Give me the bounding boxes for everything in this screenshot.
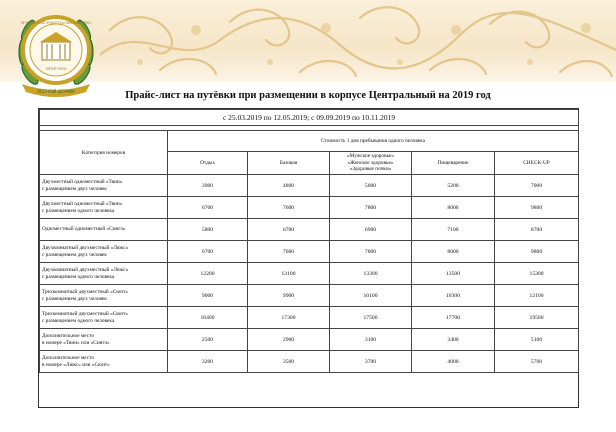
- price-cell: 19500: [495, 307, 579, 329]
- room-category: Трехкомнатный двухместный «Сюит» с размещением одного человека: [40, 307, 168, 329]
- table-row: [40, 175, 579, 197]
- price-cell: 7600: [248, 197, 330, 219]
- table-row: [40, 307, 579, 329]
- cost-header: Стоимость 1 дня пребывания одного человека: [168, 131, 579, 152]
- price-cell: 12100: [495, 285, 579, 307]
- price-cell: 7800: [330, 241, 412, 263]
- room-category: Двухместный одноместный «Твин» с размещением двух человек: [40, 175, 168, 197]
- room-category: Дополнительное место в номере «Твин» или «Сингл»: [40, 329, 168, 351]
- price-cell: 6700: [168, 197, 248, 219]
- room-category: Одноместный одноместный «Сингл»: [40, 219, 168, 241]
- price-cell: 9800: [495, 241, 579, 263]
- price-cell: 10100: [330, 285, 412, 307]
- floral-ornament: [100, 0, 616, 82]
- price-table-frame: [38, 108, 579, 408]
- price-table: [39, 109, 579, 373]
- price-rows: [40, 175, 579, 373]
- price-cell: 8000: [412, 197, 495, 219]
- price-cell: 17500: [330, 307, 412, 329]
- price-cell: 5100: [495, 329, 579, 351]
- price-cell: 5000: [330, 175, 412, 197]
- price-cell: 13500: [412, 263, 495, 285]
- price-cell: 6700: [248, 219, 330, 241]
- price-cell: 7800: [330, 197, 412, 219]
- col-header-checkup: CHECK-UP: [495, 152, 579, 175]
- col-header-digestion: Пищеварение: [412, 152, 495, 175]
- table-row: [40, 219, 579, 241]
- table-row: [40, 241, 579, 263]
- period-row: [40, 110, 579, 126]
- price-cell: 5200: [412, 175, 495, 197]
- room-category: Двухкомнатный двухместный «Люкс» с размещением двух человек: [40, 241, 168, 263]
- price-cell: 2500: [168, 329, 248, 351]
- period-text: с 25.03.2019 по 12.05.2019; с 09.09.2019 по 10.11.2019: [40, 110, 579, 126]
- table-row: [40, 263, 579, 285]
- table-row: [40, 329, 579, 351]
- svg-text:ЛЕЧЕБНО-ОЗДОРОВИТЕЛЬНЫЙ КОМПЛЕ: ЛЕЧЕБНО-ОЗДОРОВИТЕЛЬНЫЙ КОМПЛЕКС: [20, 21, 92, 25]
- price-cell: 16400: [168, 307, 248, 329]
- room-category: Трехкомнатный двухместный «Сюит» с размещением двух человек: [40, 285, 168, 307]
- room-category: Дополнительное место в номере «Люкс» или «Сюит»: [40, 351, 168, 373]
- price-cell: 9000: [168, 285, 248, 307]
- price-cell: 3400: [412, 329, 495, 351]
- price-cell: 3700: [330, 351, 412, 373]
- price-cell: 5800: [168, 219, 248, 241]
- price-cell: 4800: [248, 175, 330, 197]
- page-title: Прайс-лист на путёвки при размещении в корпусе Центральный на 2019 год: [125, 90, 491, 101]
- resort-emblem: [14, 4, 98, 100]
- price-cell: 13300: [330, 263, 412, 285]
- table-row: [40, 351, 579, 373]
- price-cell: 3100: [330, 329, 412, 351]
- price-cell: 3900: [168, 175, 248, 197]
- price-cell: 12200: [168, 263, 248, 285]
- price-cell: 7100: [412, 219, 495, 241]
- price-cell: 4000: [412, 351, 495, 373]
- price-cell: 3500: [248, 351, 330, 373]
- price-cell: 6900: [330, 219, 412, 241]
- table-row: [40, 285, 579, 307]
- price-cell: 17700: [412, 307, 495, 329]
- price-cell: 8000: [412, 241, 495, 263]
- header-row: [40, 131, 579, 152]
- price-cell: 5700: [495, 351, 579, 373]
- price-cell: 13100: [248, 263, 330, 285]
- price-cell: 6700: [168, 241, 248, 263]
- svg-text:ЛЕСНОЙ ДОМИК: ЛЕСНОЙ ДОМИК: [36, 90, 76, 95]
- price-cell: 9800: [495, 197, 579, 219]
- price-cell: 17300: [248, 307, 330, 329]
- price-cell: 3200: [168, 351, 248, 373]
- svg-text:ПЯТИГОРСК: ПЯТИГОРСК: [45, 67, 67, 71]
- price-cell: 10300: [412, 285, 495, 307]
- price-cell: 7600: [248, 241, 330, 263]
- price-cell: 2900: [248, 329, 330, 351]
- category-header: Категория номеров: [40, 131, 168, 175]
- price-cell: 9900: [248, 285, 330, 307]
- price-cell: 15300: [495, 263, 579, 285]
- room-category: Двухкомнатный двухместный «Люкс» с размещением одного человека: [40, 263, 168, 285]
- col-header-health-programs: «Мужское здоровье» «Женское здоровье» «Здоровые почки»: [330, 152, 412, 175]
- price-cell: 7000: [495, 175, 579, 197]
- table-row: [40, 197, 579, 219]
- col-header-rest: Отдых: [168, 152, 248, 175]
- col-header-basic: Базовая: [248, 152, 330, 175]
- room-category: Двухместный одноместный «Твин» с размещением одного человека: [40, 197, 168, 219]
- price-cell: 8700: [495, 219, 579, 241]
